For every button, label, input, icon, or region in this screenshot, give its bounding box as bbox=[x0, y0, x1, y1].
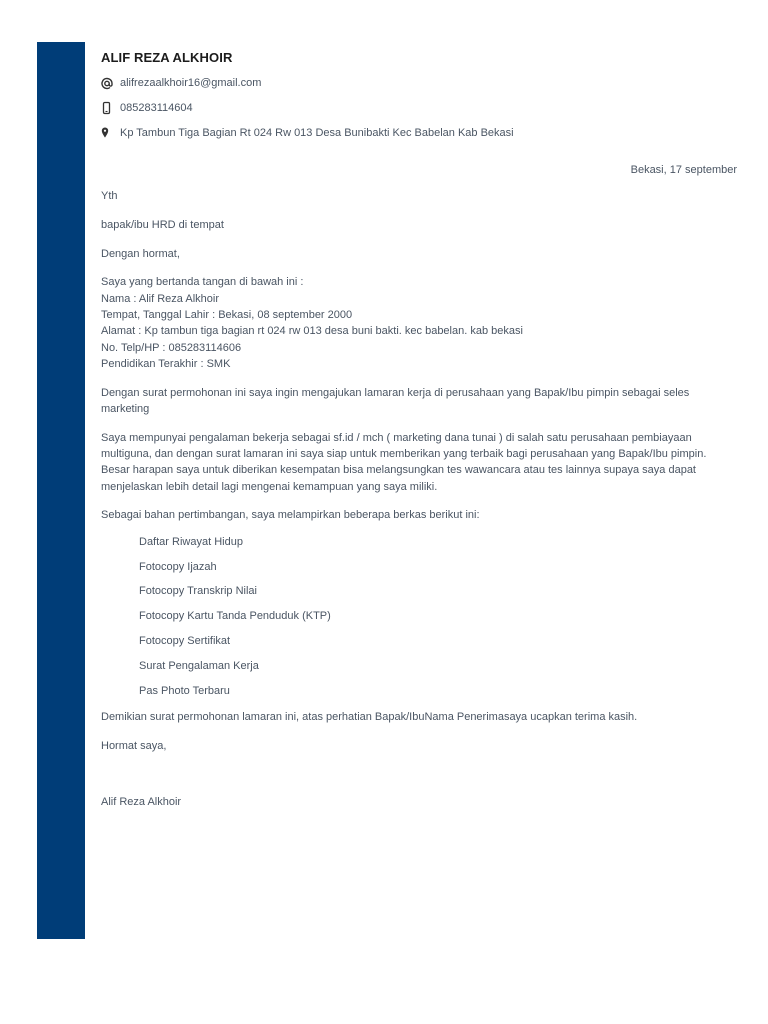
identity-name: Nama : Alif Reza Alkhoir bbox=[101, 292, 219, 305]
list-item: Surat Pengalaman Kerja bbox=[139, 659, 259, 672]
applicant-name: ALIF REZA ALKHOIR bbox=[101, 50, 233, 65]
list-item: Daftar Riwayat Hidup bbox=[139, 535, 243, 548]
attachments-intro: Sebagai bahan pertimbangan, saya melampirkan beberapa berkas berikut ini: bbox=[101, 509, 480, 522]
list-item: Fotocopy Ijazah bbox=[139, 560, 217, 573]
regards: Hormat saya, bbox=[101, 740, 167, 753]
identity-block bbox=[101, 274, 731, 372]
sidebar-accent-bar bbox=[37, 42, 85, 939]
letter-content bbox=[101, 50, 737, 811]
contact-address-row bbox=[101, 126, 731, 151]
location-pin-icon bbox=[101, 126, 113, 140]
identity-birth: Tempat, Tanggal Lahir : Bekasi, 08 september 2000 bbox=[101, 308, 353, 321]
contact-email-row bbox=[101, 76, 731, 101]
recipient-line-2: bapak/ibu HRD di tempat bbox=[101, 218, 224, 231]
letter-date: Bekasi, 17 september bbox=[630, 164, 737, 176]
list-item: Pas Photo Terbaru bbox=[139, 684, 230, 697]
closing-paragraph: Demikian surat permohonan lamaran ini, atas perhatian Bapak/IbuNama Penerimasaya ucapkan terima kasih. bbox=[101, 711, 638, 724]
application-paragraph: Dengan surat permohonan ini saya ingin mengajukan lamaran kerja di perusahaan yang Bapak/Ibu pimpin sebagai seles marketing bbox=[101, 386, 690, 415]
contact-email[interactable]: alifrezaalkhoir16@gmail.com bbox=[120, 77, 262, 89]
list-item: Fotocopy Transkrip Nilai bbox=[139, 585, 257, 598]
signature-name: Alif Reza Alkhoir bbox=[101, 796, 182, 809]
identity-address: Alamat : Kp tambun tiga bagian rt 024 rw 013 desa buni bakti. kec babelan. kab bekasi bbox=[101, 325, 523, 338]
identity-intro: Saya yang bertanda tangan di bawah ini : bbox=[101, 276, 304, 289]
list-item: Fotocopy Sertifikat bbox=[139, 634, 231, 647]
experience-paragraph: Saya mempunyai pengalaman bekerja sebagai sf.id / mch ( marketing dana tunai ) di salah satu perusahaan pembiayaan multiguna, dan dengan surat lamaran ini saya siap untuk memberikan yang terbaik bagi perusahaan yang Bapak/Ibu pimpin. Besar harapan saya untuk diberikan kesempatan bisa melangsungkan tes wawancara atau tes lainnya supaya saya dapat menjelaskan lebih detail lagi mengenai kemampuan yang saya miliki. bbox=[101, 431, 707, 493]
recipient-line-1: Yth bbox=[101, 190, 118, 202]
phone-icon bbox=[101, 101, 113, 115]
contact-phone-row bbox=[101, 101, 731, 126]
identity-phone: No. Telp/HP : 085283114606 bbox=[101, 341, 242, 354]
contact-address: Kp Tambun Tiga Bagian Rt 024 Rw 013 Desa Bunibakti Kec Babelan Kab Bekasi bbox=[120, 127, 514, 139]
at-icon bbox=[101, 76, 113, 90]
attachments-list bbox=[139, 534, 731, 708]
contact-phone: 085283114604 bbox=[120, 102, 193, 114]
list-item: Fotocopy Kartu Tanda Penduduk (KTP) bbox=[139, 610, 331, 623]
identity-education: Pendidikan Terakhir : SMK bbox=[101, 357, 231, 370]
greeting: Dengan hormat, bbox=[101, 247, 180, 260]
